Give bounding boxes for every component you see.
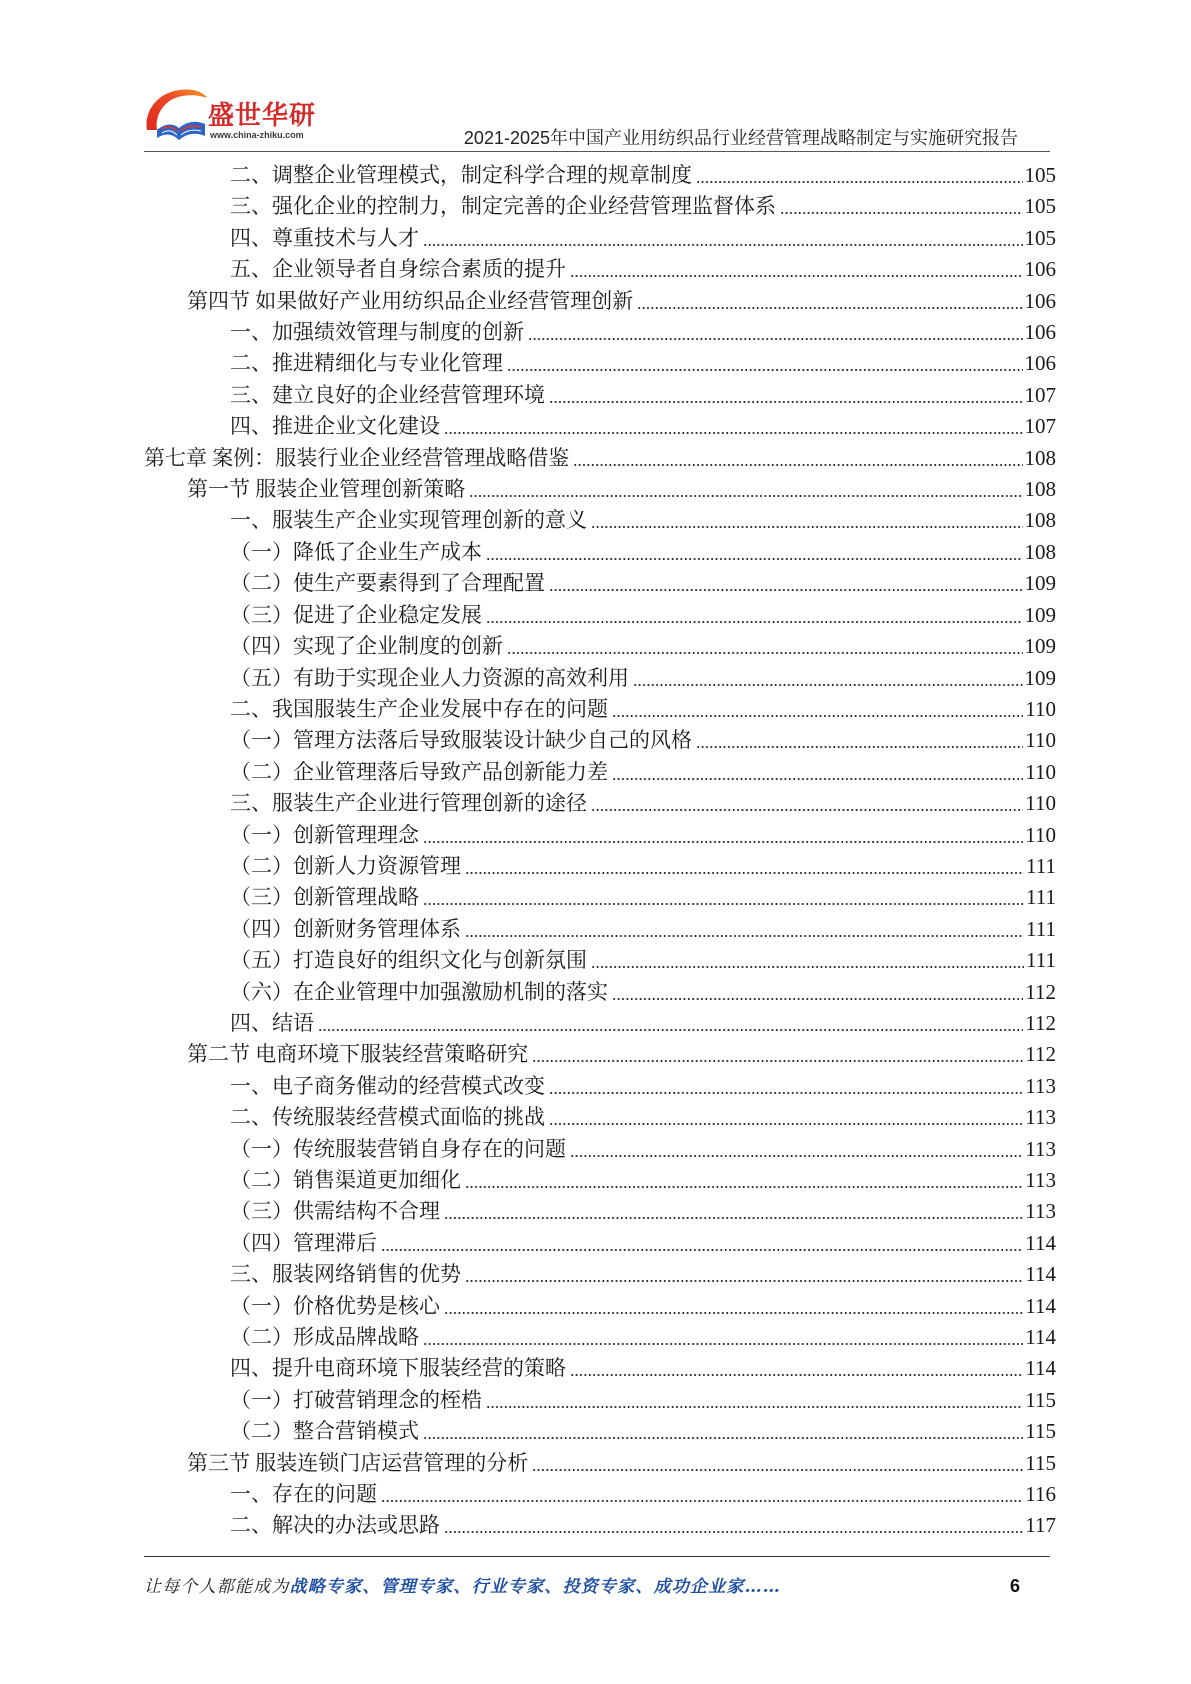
footer-divider <box>144 1556 1050 1557</box>
toc-entry-subitem[interactable] <box>144 945 1056 976</box>
toc-dot-leader <box>549 568 1023 599</box>
toc-page-number: 116 <box>1025 1482 1056 1507</box>
toc-dot-leader <box>486 1385 1023 1416</box>
toc-entry-subitem[interactable] <box>144 568 1056 599</box>
toc-dot-leader <box>573 443 1022 474</box>
toc-entry-title: 二、调整企业管理模式，制定科学合理的规章制度 <box>230 163 692 187</box>
toc-entry-title: （五）打造良好的组织文化与创新氛围 <box>230 948 587 973</box>
toc-entry-subitem[interactable] <box>144 600 1056 631</box>
toc-entry-item[interactable] <box>144 694 1056 725</box>
toc-page-number: 105 <box>1024 225 1056 250</box>
toc-dot-leader <box>780 191 1023 222</box>
toc-entry-subitem[interactable] <box>144 882 1056 913</box>
toc-dot-leader <box>444 1196 1023 1227</box>
toc-entry-title: （四）创新财务管理体系 <box>230 916 461 941</box>
toc-entry-item[interactable] <box>144 380 1056 411</box>
toc-dot-leader <box>423 820 1023 851</box>
toc-entry-item[interactable] <box>144 348 1056 379</box>
toc-page-number: 114 <box>1025 1293 1056 1318</box>
toc-entry-section[interactable] <box>144 1448 1056 1479</box>
toc-page-number: 112 <box>1025 1042 1056 1067</box>
toc-entry-item[interactable] <box>144 254 1056 285</box>
toc-entry-title: （一）传统服装营销自身存在的问题 <box>230 1136 566 1161</box>
toc-dot-leader <box>423 223 1023 254</box>
toc-page-number: 105 <box>1024 163 1056 187</box>
toc-page-number: 106 <box>1024 288 1056 313</box>
header-divider <box>144 151 1050 152</box>
toc-dot-leader <box>637 286 1022 317</box>
toc-page-number: 113 <box>1025 1136 1056 1161</box>
toc-entry-subitem[interactable] <box>144 725 1056 756</box>
toc-entry-title: （四）管理滞后 <box>230 1230 377 1255</box>
toc-entry-chapter[interactable] <box>144 443 1056 474</box>
toc-entry-title: （二）企业管理落后导致产品创新能力差 <box>230 759 608 784</box>
toc-entry-subitem[interactable] <box>144 537 1056 568</box>
footer-slogan <box>144 1576 781 1598</box>
toc-entry-item[interactable] <box>144 1510 1056 1541</box>
toc-page-number: 108 <box>1024 508 1056 533</box>
toc-page-number: 113 <box>1025 1105 1056 1130</box>
toc-page-number: 110 <box>1025 759 1056 784</box>
toc-page-number: 105 <box>1024 194 1056 219</box>
toc-entry-title: 二、推进精细化与专业化管理 <box>230 351 503 376</box>
toc-page-number: 111 <box>1026 948 1056 973</box>
toc-entry-subitem[interactable] <box>144 1228 1056 1259</box>
toc-page-number: 109 <box>1024 634 1056 659</box>
toc-entry-subitem[interactable] <box>144 977 1056 1008</box>
toc-entry-title: 三、建立良好的企业经营管理环境 <box>230 382 545 407</box>
toc-page-number: 110 <box>1025 791 1056 816</box>
toc-entry-title: 四、尊重技术与人才 <box>230 225 419 250</box>
toc-entry-item[interactable] <box>144 191 1056 222</box>
toc-dot-leader <box>591 505 1023 536</box>
toc-entry-title: （一）创新管理理念 <box>230 822 419 847</box>
toc-dot-leader <box>532 1039 1023 1070</box>
toc-entry-title: （二）整合营销模式 <box>230 1419 419 1444</box>
toc-entry-subitem[interactable] <box>144 663 1056 694</box>
toc-page-number: 113 <box>1025 1168 1056 1192</box>
toc-entry-title: 第三节 服装连锁门店运营管理的分析 <box>187 1450 529 1475</box>
toc-entry-title: 第一节 服装企业管理创新策略 <box>187 477 466 502</box>
table-of-contents <box>144 160 1056 1542</box>
brand-logo-text: 盛世华研 <box>208 100 317 130</box>
toc-page-number: 110 <box>1025 696 1056 721</box>
toc-entry-title: 五、企业领导者自身综合素质的提升 <box>230 257 566 282</box>
toc-page-number: 114 <box>1025 1325 1056 1350</box>
toc-entry-title: （三）供需结构不合理 <box>230 1199 440 1224</box>
toc-page-number: 109 <box>1024 665 1056 690</box>
toc-entry-title: （二）创新人力资源管理 <box>230 853 461 878</box>
toc-page-number: 110 <box>1025 822 1056 847</box>
toc-dot-leader <box>591 945 1024 976</box>
toc-page-number: 108 <box>1024 477 1056 502</box>
toc-entry-title: 三、服装生产企业进行管理创新的途径 <box>230 791 587 816</box>
toc-entry-title: 四、提升电商环境下服装经营的策略 <box>230 1356 566 1381</box>
toc-dot-leader <box>465 914 1024 945</box>
toc-page-number: 112 <box>1025 979 1056 1004</box>
toc-page-number: 113 <box>1025 1199 1056 1224</box>
toc-entry-title: （三）促进了企业稳定发展 <box>230 602 482 627</box>
toc-dot-leader <box>549 1102 1023 1133</box>
toc-entry-section[interactable] <box>144 474 1056 505</box>
toc-page-number: 114 <box>1025 1262 1056 1287</box>
toc-dot-leader <box>444 1291 1023 1322</box>
toc-entry-title: 四、结语 <box>230 1010 314 1035</box>
toc-entry-subitem[interactable] <box>144 851 1056 882</box>
toc-entry-subitem[interactable] <box>144 820 1056 851</box>
toc-entry-item[interactable] <box>144 223 1056 254</box>
toc-entry-title: （三）创新管理战略 <box>230 885 419 910</box>
toc-entry-subitem[interactable] <box>144 757 1056 788</box>
toc-dot-leader <box>570 254 1023 285</box>
toc-entry-subitem[interactable] <box>144 1291 1056 1322</box>
toc-entry-item[interactable] <box>144 1008 1056 1039</box>
toc-dot-leader <box>528 317 1023 348</box>
page-number: 6 <box>1010 1576 1021 1596</box>
toc-entry-title: （四）实现了企业制度的创新 <box>230 634 503 659</box>
toc-entry-item[interactable] <box>144 1353 1056 1384</box>
toc-page-number: 114 <box>1025 1356 1056 1381</box>
toc-entry-item[interactable] <box>144 788 1056 819</box>
toc-dot-leader <box>549 1071 1023 1102</box>
toc-page-number: 106 <box>1024 320 1056 345</box>
toc-entry-item[interactable] <box>144 505 1056 536</box>
toc-entry-title: 一、电子商务催动的经营模式改变 <box>230 1073 545 1098</box>
toc-dot-leader <box>486 537 1023 568</box>
toc-page-number: 115 <box>1025 1387 1056 1412</box>
toc-dot-leader <box>591 788 1023 819</box>
toc-entry-title: 第二节 电商环境下服装经营策略研究 <box>187 1042 529 1067</box>
toc-dot-leader <box>696 725 1023 756</box>
toc-page-number: 115 <box>1025 1419 1056 1444</box>
toc-entry-title: 第四节 如果做好产业用纺织品企业经营管理创新 <box>187 288 634 313</box>
shengshi-huayan-logo-icon <box>141 84 209 146</box>
toc-entry-title: 二、传统服装经营模式面临的挑战 <box>230 1105 545 1130</box>
toc-dot-leader <box>507 348 1023 379</box>
toc-dot-leader <box>423 1416 1023 1447</box>
toc-dot-leader <box>612 977 1023 1008</box>
report-title: 2021-2025年中国产业用纺织品行业经营管理战略制定与实施研究报告 <box>463 128 1018 148</box>
footer-slogan-prefix: 让每个人都能成为 <box>144 1577 290 1597</box>
toc-entry-title: （一）降低了企业生产成本 <box>230 539 482 564</box>
toc-page-number: 113 <box>1025 1073 1056 1098</box>
toc-entry-title: 一、服装生产企业实现管理创新的意义 <box>230 508 587 533</box>
toc-dot-leader <box>423 1322 1023 1353</box>
toc-dot-leader <box>465 1165 1023 1196</box>
toc-entry-title: 三、服装网络销售的优势 <box>230 1262 461 1287</box>
toc-dot-leader <box>444 411 1023 442</box>
toc-dot-leader <box>469 474 1022 505</box>
toc-page-number: 114 <box>1025 1230 1056 1255</box>
toc-dot-leader <box>612 694 1023 725</box>
toc-page-number: 109 <box>1024 602 1056 627</box>
toc-entry-subitem[interactable] <box>144 1134 1056 1165</box>
toc-page-number: 106 <box>1024 351 1056 376</box>
footer-slogan-roles: 战略专家、管理专家、行业专家、投资专家、成功企业家…… <box>289 1577 782 1597</box>
toc-entry-title: 第七章 案例：服装行业企业经营管理战略借鉴 <box>144 445 570 470</box>
toc-dot-leader <box>444 1510 1023 1541</box>
toc-dot-leader <box>381 1479 1023 1510</box>
toc-dot-leader <box>612 757 1023 788</box>
toc-entry-title: （二）销售渠道更加细化 <box>230 1168 461 1192</box>
toc-entry-title: （一）价格优势是核心 <box>230 1293 440 1318</box>
toc-page-number: 107 <box>1024 414 1056 439</box>
toc-entry-item[interactable] <box>144 411 1056 442</box>
toc-entry-item[interactable] <box>144 1259 1056 1290</box>
toc-entry-title: （六）在企业管理中加强激励机制的落实 <box>230 979 608 1004</box>
toc-entry-subitem[interactable] <box>144 1165 1056 1196</box>
toc-dot-leader <box>486 600 1023 631</box>
toc-page-number: 110 <box>1025 728 1056 753</box>
toc-dot-leader <box>532 1448 1023 1479</box>
toc-entry-title: （二）使生产要素得到了合理配置 <box>230 571 545 596</box>
toc-entry-subitem[interactable] <box>144 631 1056 662</box>
toc-dot-leader <box>423 882 1024 913</box>
toc-dot-leader <box>570 1134 1023 1165</box>
toc-page-number: 111 <box>1026 916 1056 941</box>
toc-entry-title: 一、加强绩效管理与制度的创新 <box>230 320 524 345</box>
toc-page-number: 111 <box>1026 853 1056 878</box>
toc-dot-leader <box>318 1008 1023 1039</box>
toc-page-number: 107 <box>1024 382 1056 407</box>
toc-dot-leader <box>549 380 1023 411</box>
toc-page-number: 115 <box>1025 1450 1056 1475</box>
toc-entry-subitem[interactable] <box>144 1416 1056 1447</box>
toc-entry-item[interactable] <box>144 160 1056 191</box>
toc-entry-title: （一）管理方法落后导致服装设计缺少自己的风格 <box>230 728 692 753</box>
toc-entry-subitem[interactable] <box>144 1322 1056 1353</box>
toc-entry-subitem[interactable] <box>144 1385 1056 1416</box>
toc-entry-title: 三、强化企业的控制力，制定完善的企业经营管理监督体系 <box>230 194 776 219</box>
toc-dot-leader <box>633 663 1023 694</box>
toc-page-number: 111 <box>1026 885 1056 910</box>
toc-entry-title: 二、我国服装生产企业发展中存在的问题 <box>230 696 608 721</box>
toc-dot-leader <box>465 1259 1023 1290</box>
toc-entry-item[interactable] <box>144 1102 1056 1133</box>
toc-dot-leader <box>381 1228 1023 1259</box>
toc-page-number: 117 <box>1025 1513 1056 1538</box>
toc-page-number: 112 <box>1025 1010 1056 1035</box>
toc-entry-title: （五）有助于实现企业人力资源的高效利用 <box>230 665 629 690</box>
toc-entry-title: （二）形成品牌战略 <box>230 1325 419 1350</box>
toc-entry-section[interactable] <box>144 286 1056 317</box>
toc-page-number: 108 <box>1024 445 1056 470</box>
toc-entry-title: （一）打破营销理念的桎梏 <box>230 1387 482 1412</box>
toc-entry-item[interactable] <box>144 1479 1056 1510</box>
brand-website-text: www.china-zhiku.com <box>210 130 304 140</box>
toc-dot-leader <box>507 631 1023 662</box>
toc-entry-item[interactable] <box>144 1071 1056 1102</box>
toc-entry-subitem[interactable] <box>144 1196 1056 1227</box>
toc-page-number: 108 <box>1024 539 1056 564</box>
toc-entry-item[interactable] <box>144 317 1056 348</box>
toc-entry-subitem[interactable] <box>144 914 1056 945</box>
toc-entry-title: 一、存在的问题 <box>230 1482 377 1507</box>
toc-entry-section[interactable] <box>144 1039 1056 1070</box>
toc-dot-leader <box>465 851 1024 882</box>
toc-entry-title: 四、推进企业文化建设 <box>230 414 440 439</box>
toc-page-number: 106 <box>1024 257 1056 282</box>
toc-dot-leader <box>570 1353 1023 1384</box>
toc-dot-leader <box>696 160 1023 191</box>
toc-page-number: 109 <box>1024 571 1056 596</box>
toc-entry-title: 二、解决的办法或思路 <box>230 1513 440 1538</box>
